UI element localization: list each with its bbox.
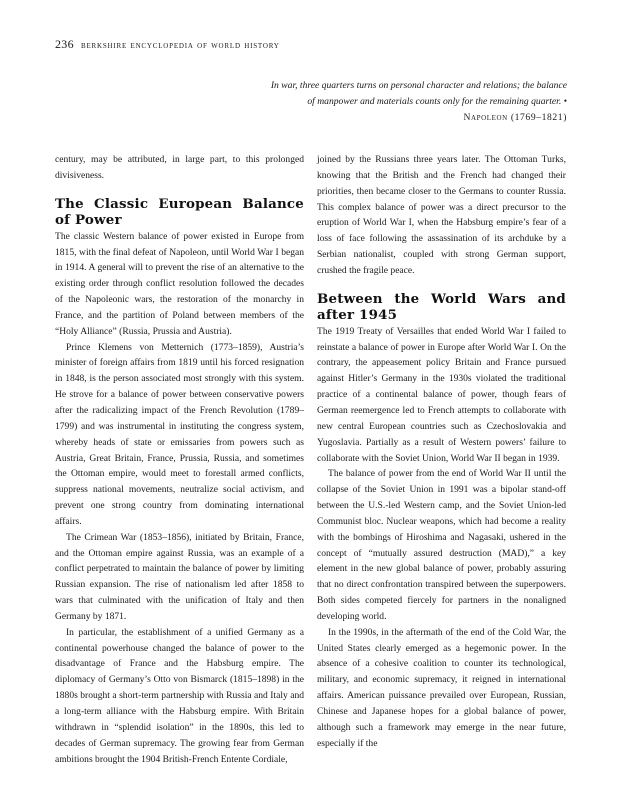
paragraph: The classic Western balance of power existed in Europe from 1815, with the final defeat of Napoleon, until World War I began in 1914. A general will to prevent the rise of an alternative to the existing order through conflict resolution followed the decades of the Napoleonic wars, the restoration of the monarchy in France, and the partition of Poland between members of the “Holy Alliance” (Russia, Prussia and Austria).	[55, 230, 304, 337]
paragraph: century, may be attributed, in large part, to this prolonged divisiveness.	[55, 154, 304, 181]
paragraph: The balance of power from the end of World War II until the collapse of the Soviet Union in 1991 was a bipolar stand-off between the U.S.-led Western camp, and the Soviet Union-led Communist bloc. Nuclear weapons, which had become a reality with the bombings of Hiroshima and Nagasaki, ushered in the concept of “mutually assured destruction (MAD),” a key element in the new global balance of power, probably assuring that no direct confrontation transpired between the superpowers. Both sides competed fiercely for partners in the nonaligned developing world.	[317, 468, 566, 622]
paragraph: The Crimean War (1853–1856), initiated by Britain, France, and the Ottoman empire against Russia, was an example of a conflict perpetrated to maintain the balance of power by limiting Russian expansion. The rise of nationalism led after 1858 to wars that culminated with the unification of Italy and then Germany by 1871.	[55, 531, 304, 622]
epigraph-bullet: •	[563, 96, 567, 108]
paragraph: In particular, the establishment of a unified Germany as a continental powerhouse changed the balance of power to the disadvantage of France and the Habsburg empire. The diplomacy of Germany’s Otto von Bismarck (1815–1898) in the 1880s brought a short-term partnership with Russia and Italy and a long-term alliance with the Habsburg empire. With Britain withdrawn in “splendid isolation” in the 1890s, this led to decades of German supremacy. The growing fear from German ambitions brought the 1904 British-French Entente Cordiale,	[55, 626, 304, 765]
book-title: berkshire encyclopedia of world history	[80, 40, 280, 51]
paragraph: Prince Klemens von Metternich (1773–1859), Austria’s minister of foreign affairs from 1819 until his forced resignation in 1848, is the person associated most strongly with this system. He strove for a balance of power between conservative powers after the radicalizing impact of the French Revolution (1789–1799) and was instrumental in instituting the congress system, whereby heads of state or emissaries from powers such as Austria, Great Britain, France, Prussia, Russia, and sometimes the Ottoman empire, would meet to forestall armed conflicts, suppress national movements, neutralize social activism, and prevent one strong country from dominating international affairs.	[55, 341, 304, 527]
right-column	[317, 152, 566, 752]
running-header	[55, 37, 280, 52]
epigraph	[267, 78, 567, 127]
paragraph: In the 1990s, in the aftermath of the end of the Cold War, the United States clearly emerged as a hegemonic power. In the absence of a cohesive coalition to counter its technological, military, and economic supremacy, it reigned in international affairs. American puissance prevailed over European, Russian, Chinese and Japanese hopes for a global balance of power, although such a framework may emerge in the near future, especially if the	[317, 626, 566, 749]
paragraph: joined by the Russians three years later. The Ottoman Turks, knowing that the British and the French had changed their priorities, then became closer to the Germans to counter Russia. This complex balance of power was a direct precursor to the eruption of World War I, when the Habsburg empire’s fear of a loss of face following the assassination of its archduke by a Serbian nationalist, coupled with strong German support, crushed the fragile peace.	[317, 154, 566, 276]
epigraph-attribution: Napoleon (1769–1821)	[463, 112, 567, 124]
left-column	[55, 152, 304, 767]
epigraph-text: In war, three quarters turns on personal character and relations; the balance of manpower and materials counts only for the remaining quarter.	[270, 80, 567, 108]
section-heading: Between the World Wars and after 1945	[317, 290, 566, 324]
paragraph: The 1919 Treaty of Versailles that ended World War I failed to reinstate a balance of power in Europe after World War I. On the contrary, the appeasement policy Britain and France pursued against Hitler’s Germany in the 1930s violated the traditional practice of a continental balance of power, though fears of German reemergence led to French attempts to collaborate with new central European countries such as Czechoslovakia and Yugoslavia. Partially as a result of Western powers’ failure to collaborate with the Soviet Union, World War II began in 1939.	[317, 325, 566, 464]
page-number: 236	[55, 37, 74, 51]
section-heading: The Classic European Balance of Power	[55, 195, 304, 229]
